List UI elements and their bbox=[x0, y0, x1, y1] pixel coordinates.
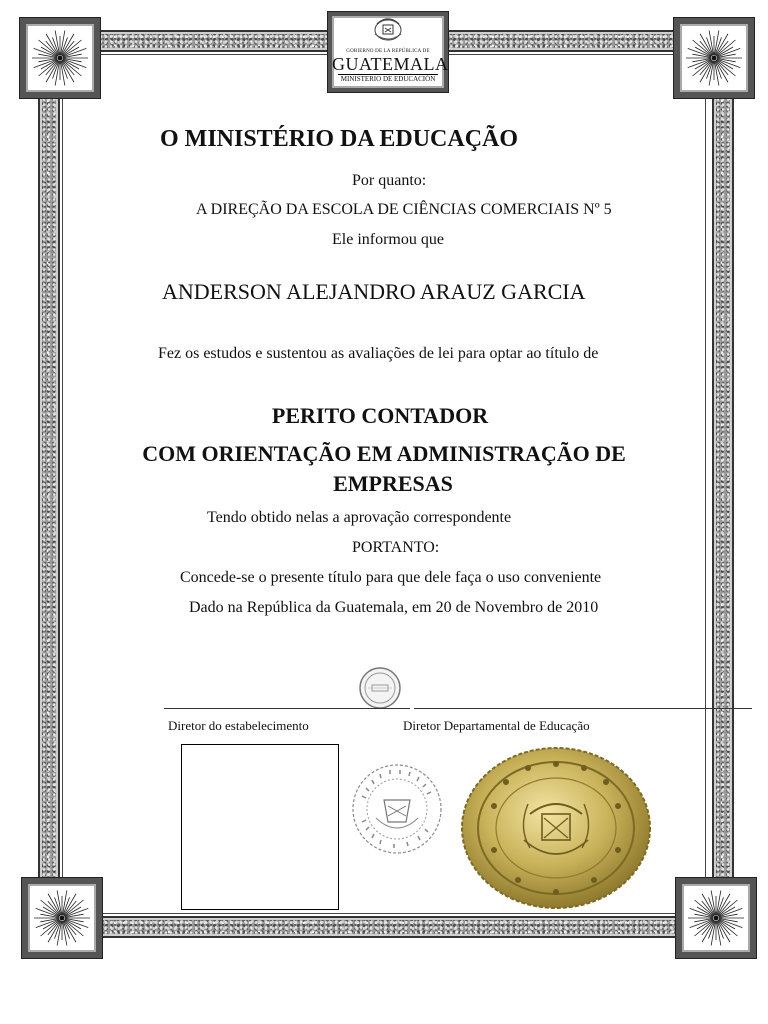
signature-label-left: Diretor do estabelecimento bbox=[168, 718, 309, 733]
corner-ornament-bottom-left bbox=[22, 878, 102, 958]
informed-line: Ele informou que bbox=[332, 231, 444, 248]
degree-orientation-line2: EMPRESAS bbox=[333, 471, 453, 496]
student-name: ANDERSON ALEJANDRO ARAUZ GARCIA bbox=[162, 279, 586, 304]
frame-bottom-bar bbox=[60, 916, 708, 938]
approved-line: Tendo obtido nelas a aprovação correspondente bbox=[207, 509, 512, 526]
logo-government-text: GOBIERNO DE LA REPÚBLICA DE bbox=[346, 49, 430, 54]
corner-ornament-top-right bbox=[674, 18, 754, 98]
degree-title: PERITO CONTADOR bbox=[271, 403, 489, 428]
photo-placeholder bbox=[181, 744, 339, 910]
date-line: Dado na República da Guatemala, em 20 de Novembro de 2010 bbox=[189, 599, 599, 616]
logo-ministry-text: MINISTERIO DE EDUCACIÓN bbox=[338, 74, 438, 84]
school-line: A DIREÇÃO DA ESCOLA DE CIÊNCIAS COMERCIAIS Nº 5 bbox=[196, 201, 612, 218]
certificate-heading: O MINISTÉRIO DA EDUCAÇÃO bbox=[160, 126, 519, 152]
therefore-line: PORTANTO: bbox=[352, 539, 440, 556]
signature-line-right bbox=[414, 708, 752, 709]
degree-orientation-line1: COM ORIENTAÇÃO EM ADMINISTRAÇÃO DE bbox=[142, 441, 626, 466]
ministry-logo bbox=[328, 12, 448, 92]
gold-seal-icon bbox=[458, 744, 654, 912]
signature-label-right: Diretor Departamental de Educação bbox=[403, 718, 590, 733]
coat-of-arms-icon bbox=[371, 16, 405, 42]
degree-orientation bbox=[0, 439, 768, 499]
grant-line: Concede-se o presente título para que dele faça o uso conveniente bbox=[180, 569, 602, 586]
starburst-icon bbox=[32, 888, 92, 948]
small-seal-icon bbox=[358, 666, 402, 710]
ink-stamp-icon bbox=[344, 756, 450, 862]
corner-ornament-bottom-right bbox=[676, 878, 756, 958]
logo-country-text: GUATEMALA bbox=[332, 54, 449, 74]
signature-line-left bbox=[164, 708, 410, 709]
starburst-icon bbox=[684, 28, 744, 88]
whereas-line: Por quanto: bbox=[352, 172, 427, 189]
starburst-icon bbox=[30, 28, 90, 88]
study-line: Fez os estudos e sustentou as avaliações de lei para optar ao título de bbox=[158, 345, 599, 362]
corner-ornament-top-left bbox=[20, 18, 100, 98]
starburst-icon bbox=[686, 888, 746, 948]
